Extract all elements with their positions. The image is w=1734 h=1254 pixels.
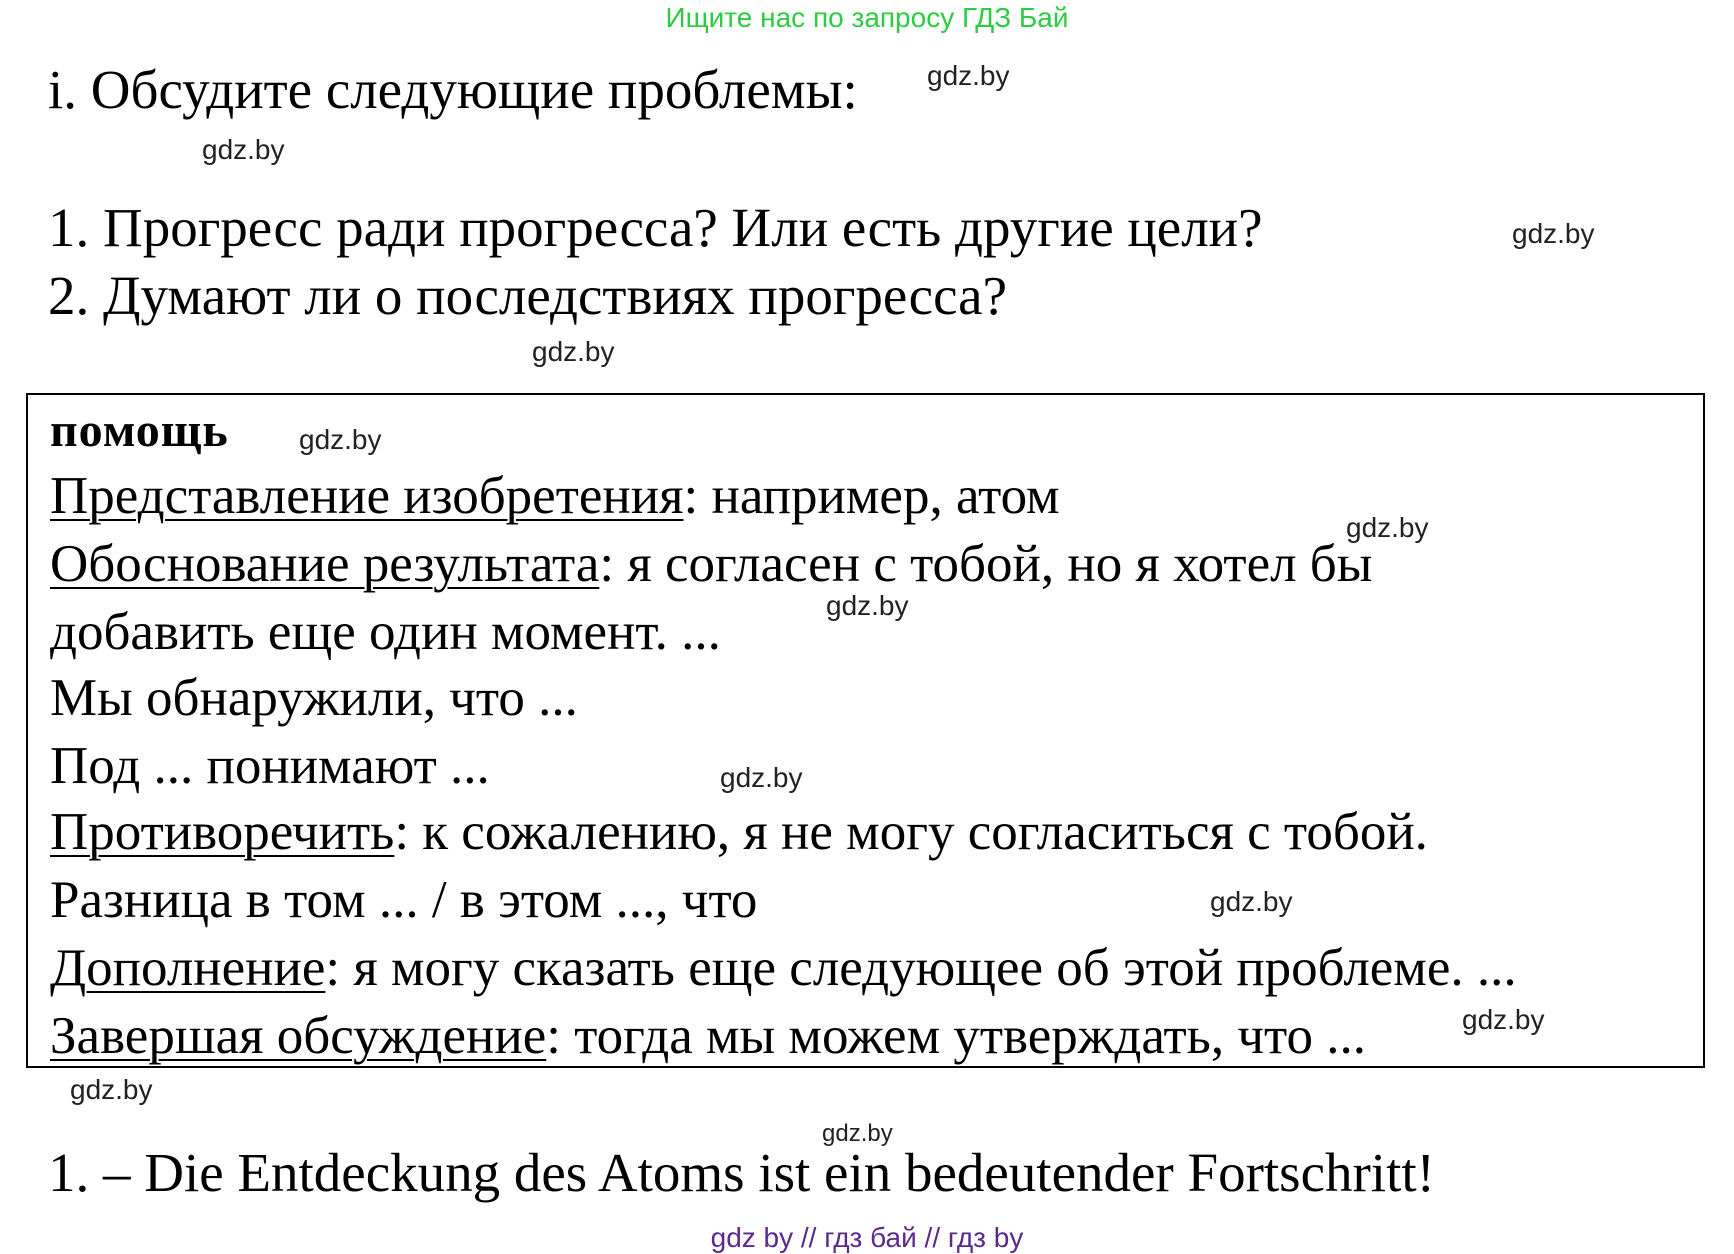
watermark: gdz.by: [1346, 512, 1429, 543]
watermark: gdz.by: [1210, 886, 1293, 917]
watermark: gdz.by: [1512, 218, 1595, 249]
help-text: : например, атом: [683, 467, 1060, 525]
help-line-contradict: [50, 802, 1428, 862]
watermark: gdz.by: [1462, 1004, 1545, 1035]
watermark: gdz.by: [299, 424, 382, 455]
help-text: : тогда мы можем утверждать, что ...: [546, 1007, 1366, 1065]
watermark: gdz.by: [532, 336, 615, 367]
help-title: помощь: [50, 404, 229, 457]
footer-watermark: gdz by // гдз бай // гдз by: [710, 1222, 1024, 1253]
help-label: Завершая обсуждение: [50, 1007, 547, 1065]
watermark: gdz.by: [927, 60, 1010, 91]
help-line-presentation: [50, 466, 1060, 526]
help-label: Обоснование результата: [50, 535, 600, 593]
watermark: gdz.by: [822, 1120, 893, 1147]
top-banner: Ищите нас по запросу ГДЗ Бай: [665, 2, 1069, 33]
help-line-addition-moment: добавить еще один момент. ...: [50, 603, 721, 661]
help-line-justification: [50, 534, 1372, 594]
help-text: : к сожалению, я не могу согласиться с тобой.: [394, 803, 1428, 861]
watermark: gdz.by: [70, 1074, 153, 1105]
help-label: Дополнение: [50, 939, 326, 997]
help-line-understand: Под ... понимают ...: [50, 737, 490, 795]
watermark: gdz.by: [202, 134, 285, 165]
question-1: 1. Прогресс ради прогресса? Или есть другие цели?: [48, 197, 1263, 258]
help-label: Представление изобретения: [50, 467, 684, 525]
help-text: : я согласен с тобой, но я хотел бы: [599, 535, 1373, 593]
question-2: 2. Думают ли о последствиях прогресса?: [48, 265, 1007, 326]
help-line-we-found: Мы обнаружили, что ...: [50, 669, 578, 727]
help-text: : я могу сказать еще следующее об этой проблеме. ...: [325, 939, 1517, 997]
help-line-difference: Разница в том ... / в этом ..., что: [50, 871, 758, 929]
task-heading: i. Обсудите следующие проблемы:: [48, 59, 858, 120]
watermark: gdz.by: [720, 762, 803, 793]
help-line-supplement: [50, 938, 1517, 998]
help-label: Противоречить: [50, 803, 395, 861]
watermark: gdz.by: [826, 590, 909, 621]
answer-line: 1. – Die Entdeckung des Atoms ist ein bedeutender Fortschritt!: [48, 1142, 1435, 1203]
help-line-concluding: [50, 1006, 1366, 1066]
